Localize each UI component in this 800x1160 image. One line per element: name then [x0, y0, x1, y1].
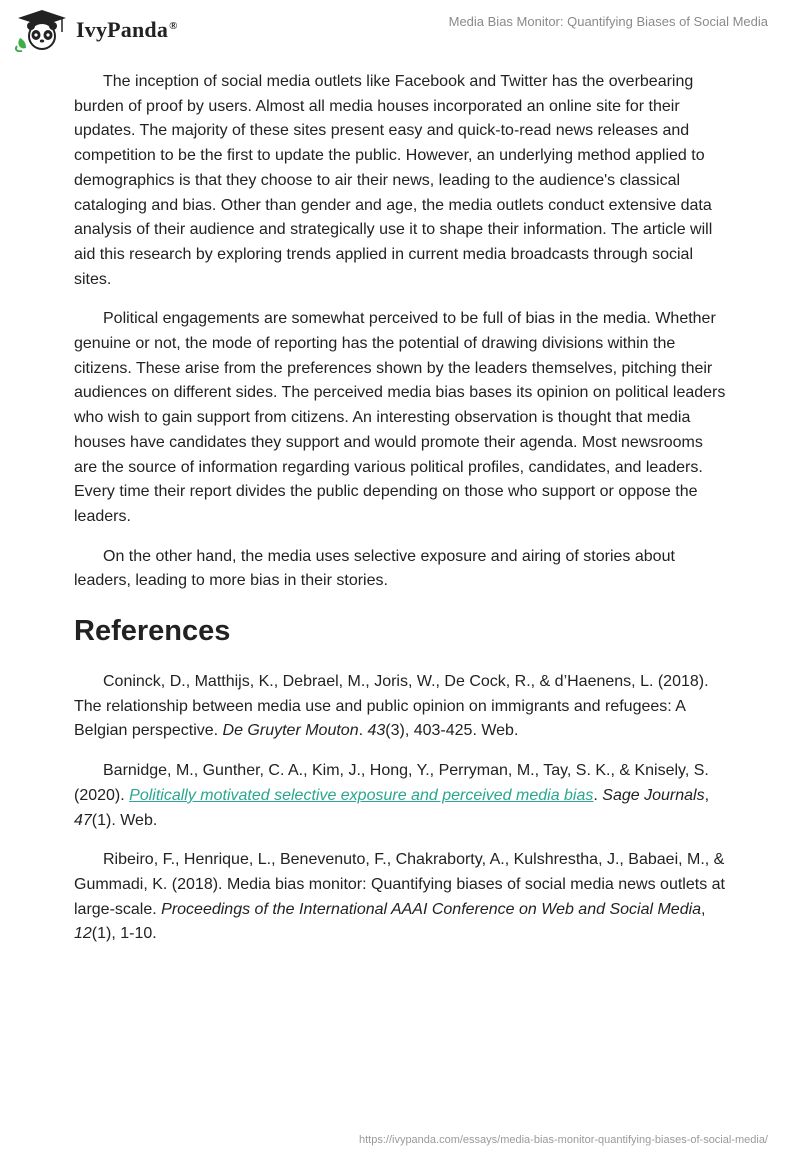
reference-text: Coninck, D., Matthijs, K., Debrael, M., Joris, W., De Cock, R., & d’Haenens, L. (2018). The relationship between media use and public opinion on immigrants and refugees: A Belgian perspective. [74, 673, 709, 740]
body-paragraph: On the other hand, the media uses selective exposure and airing of stories about leaders, leading to more bias in their stories. [74, 547, 675, 590]
body-paragraph: The inception of social media outlets like Facebook and Twitter has the overbearing burden of proof by users. Almost all media houses incorporated an online site for their updates. The majority of these sites present easy and quick-to-read news releases and competition to be the first to update the public. However, an underlying method applied to demographics is that they choose to air their news, leading to the audience's classical cataloging and bias. Other than gender and age, the media outlets conduct extensive data analysis of their audience and strategically use it to shape their information. The article will aid this research by exploring trends applied in current media broadcasts through social sites. [74, 73, 713, 288]
reference-separator: . [593, 786, 603, 804]
reference-item [74, 670, 730, 744]
reference-pages: (3), 403-425. Web. [385, 722, 519, 740]
reference-journal: De Gruyter Mouton [222, 722, 359, 740]
reference-separator: , [704, 786, 710, 804]
reference-journal: Sage Journals [602, 786, 705, 804]
references-heading: References [74, 615, 231, 648]
essay-content [74, 70, 730, 962]
reference-separator: . [358, 722, 368, 740]
body-paragraph: Political engagements are somewhat perceived to be full of bias in the media. Whether genuine or not, the mode of reporting has the potential of drawing divisions within the citizens. These arise from the preferences shown by the leaders themselves, pitching their audiences on different sides. The perceived media bias bases its opinion on political leaders who wish to gain support from citizens. An interesting observation is thought that media houses have candidates they support and would promote their agenda. Most newsrooms are the source of information regarding various political profiles, candidates, and leaders. Every time their report divides the public depending on those who support or oppose the leaders. [74, 310, 726, 525]
reference-text: Ribeiro, F., Henrique, L., Benevenuto, F., Chakraborty, A., Kulshrestha, J., Babaei, M., & Gummadi, K. (2018). Media bias monitor: Quantifying biases of social media news outlets at large-scale. [74, 851, 725, 918]
reference-text: Barnidge, M., Gunther, C. A., Kim, J., Hong, Y., Perryman, M., Tay, S. K., & Knisely, S. (2020). [74, 762, 709, 804]
footer-url[interactable]: https://ivypanda.com/essays/media-bias-monitor-quantifying-biases-of-social-media/ [358, 1134, 768, 1146]
panda-graduate-icon [14, 8, 70, 52]
brand-name: IvyPanda® [76, 17, 178, 42]
reference-volume: 43 [367, 722, 386, 740]
ivypanda-logo[interactable] [14, 8, 178, 52]
reference-item [74, 848, 730, 947]
reference-pages: (1), 1-10. [91, 925, 157, 943]
running-title: Media Bias Monitor: Quantifying Biases of Social Media [448, 14, 768, 29]
reference-volume: 47 [74, 811, 92, 829]
reference-link[interactable]: Politically motivated selective exposure and perceived media bias [129, 786, 594, 804]
reference-volume: 12 [74, 925, 92, 943]
reference-pages: (1). Web. [91, 811, 158, 829]
reference-journal: Proceedings of the International AAAI Conference on Web and Social Media [161, 900, 702, 918]
registered-mark: ® [169, 19, 178, 32]
page-header [0, 0, 800, 60]
reference-item [74, 759, 730, 833]
reference-separator: , [701, 900, 706, 918]
